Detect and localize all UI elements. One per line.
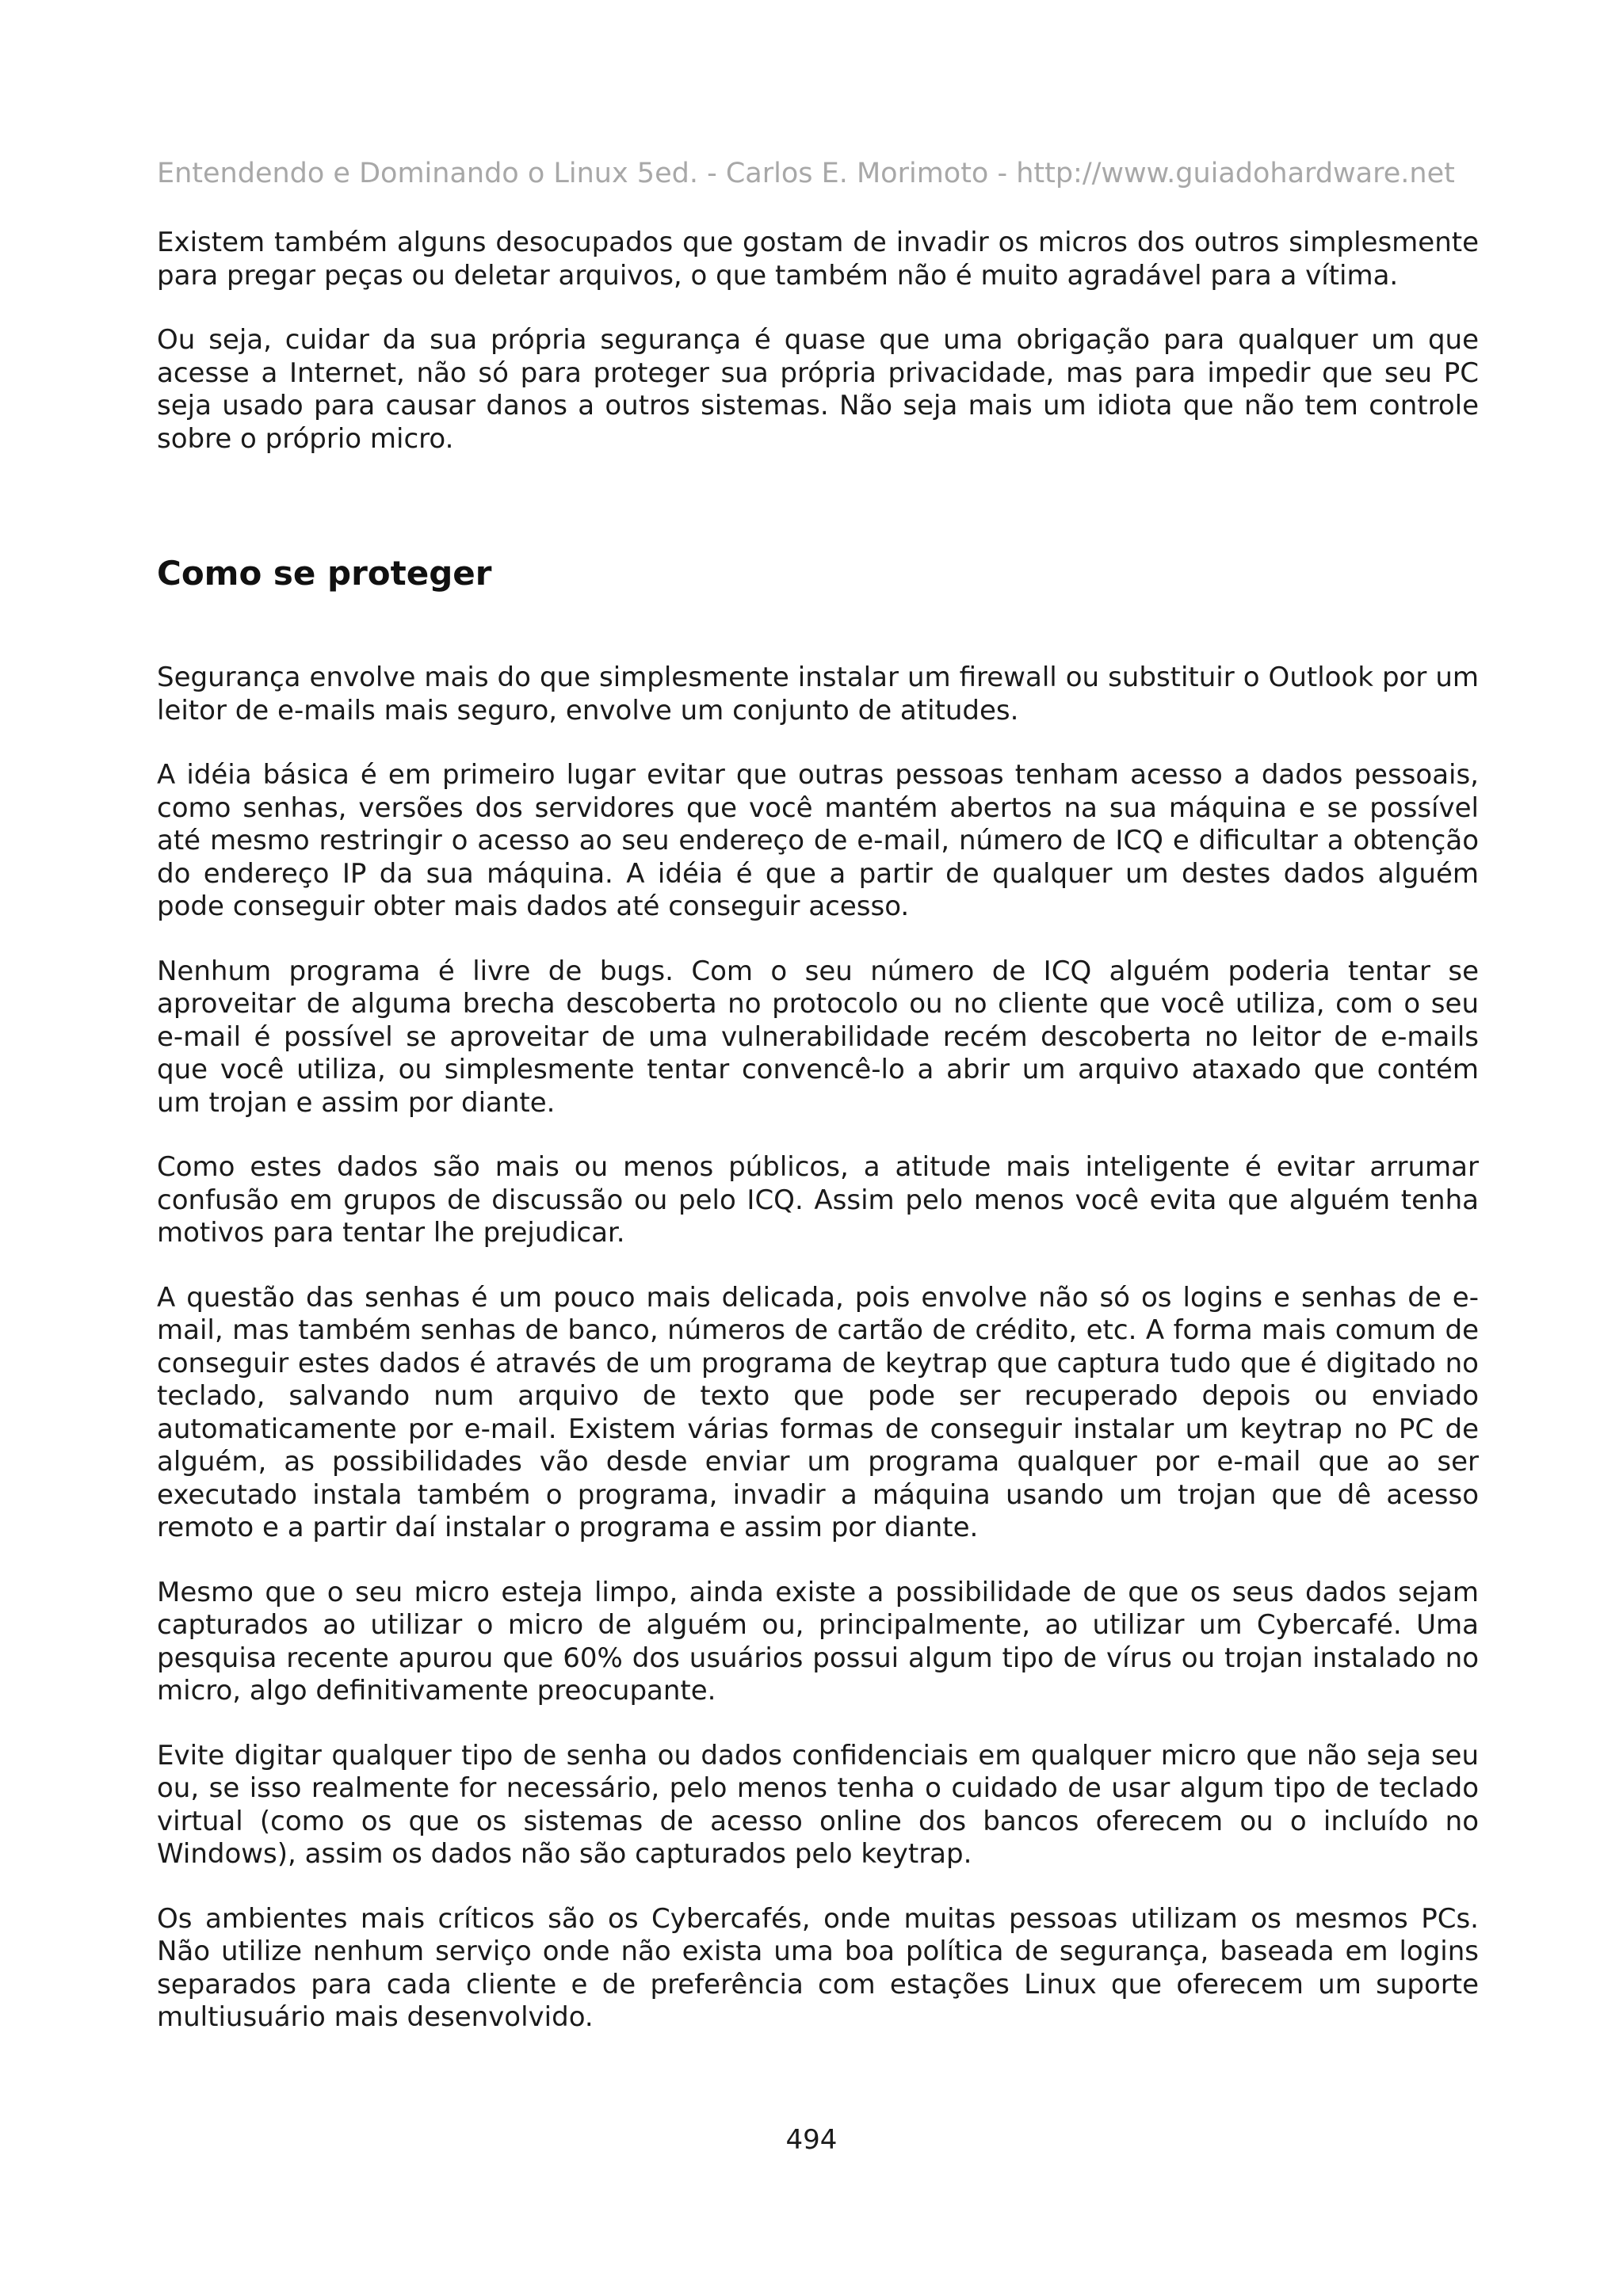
- body-paragraph: A idéia básica é em primeiro lugar evitar que outras pessoas tenham acesso a dados pessoais, como senhas, versões dos servidores que você mantém abertos na sua máquina e se possível até mesmo restringir o acesso ao seu endereço de e-mail, número de ICQ e dificultar a obtenção do endereço IP da sua máquina. A idéia é que a partir de qualquer um destes dados alguém pode conseguir obter mais dados até conseguir acesso.: [157, 759, 1479, 922]
- body-paragraph: Existem também alguns desocupados que gostam de invadir os micros dos outros simplesmente para pregar peças ou deletar arquivos, o que também não é muito agradável para a vítima.: [157, 227, 1479, 292]
- body-paragraph: Nenhum programa é livre de bugs. Com o seu número de ICQ alguém poderia tentar se aproveitar de alguma brecha descoberta no protocolo ou no cliente que você utiliza, com o seu e-mail é possível se aproveitar de uma vulnerabilidade recém descoberta no leitor de e-mails que você utiliza, ou simplesmente tentar convencê-lo a abrir um arquivo ataxado que contém um trojan e assim por diante.: [157, 955, 1479, 1119]
- body-paragraph: Mesmo que o seu micro esteja limpo, ainda existe a possibilidade de que os seus dados sejam capturados ao utilizar o micro de alguém ou, principalmente, ao utilizar um Cybercafé. Uma pesquisa recente apurou que 60% dos usuários possui algum tipo de vírus ou trojan instalado no micro, algo definitivamente preocupante.: [157, 1576, 1479, 1707]
- body-paragraph: A questão das senhas é um pouco mais delicada, pois envolve não só os logins e senhas de e-mail, mas também senhas de banco, números de cartão de crédito, etc. A forma mais comum de conseguir estes dados é através de um programa de keytrap que captura tudo que é digitado no teclado, salvando num arquivo de texto que pode ser recuperado depois ou enviado automaticamente por e-mail. Existem várias formas de conseguir instalar um keytrap no PC de alguém, as possibilidades vão desde enviar um programa qualquer por e-mail que ao ser executado instala também o programa, invadir a máquina usando um trojan que dê acesso remoto e a partir daí instalar o programa e assim por diante.: [157, 1281, 1479, 1543]
- body-paragraph: Como estes dados são mais ou menos públicos, a atitude mais inteligente é evitar arrumar confusão em grupos de discussão ou pelo ICQ. Assim pelo menos você evita que alguém tenha motivos para tentar lhe prejudicar.: [157, 1151, 1479, 1249]
- section-heading: Como se proteger: [157, 554, 492, 593]
- running-header: Entendendo e Dominando o Linux 5ed. - Carlos E. Morimoto - http://www.guiadohardware.net: [157, 158, 1455, 189]
- page-number: 494: [785, 2124, 838, 2156]
- page-body: [157, 227, 1479, 2066]
- body-paragraph: Segurança envolve mais do que simplesmente instalar um firewall ou substituir o Outlook por um leitor de e-mails mais seguro, envolve um conjunto de atitudes.: [157, 662, 1479, 727]
- body-paragraph: Ou seja, cuidar da sua própria segurança é quase que uma obrigação para qualquer um que acesse a Internet, não só para proteger sua própria privacidade, mas para impedir que seu PC seja usado para causar danos a outros sistemas. Não seja mais um idiota que não tem controle sobre o próprio micro.: [157, 324, 1479, 455]
- body-paragraph: Evite digitar qualquer tipo de senha ou dados confidenciais em qualquer micro que não seja seu ou, se isso realmente for necessário, pelo menos tenha o cuidado de usar algum tipo de teclado virtual (como os que os sistemas de acesso online dos bancos oferecem ou o incluído no Windows), assim os dados não são capturados pelo keytrap.: [157, 1739, 1479, 1870]
- body-paragraph: Os ambientes mais críticos são os Cybercafés, onde muitas pessoas utilizam os mesmos PCs. Não utilize nenhum serviço onde não exista uma boa política de segurança, baseada em logins separados para cada cliente e de preferência com estações Linux que oferecem um suporte multiusuário mais desenvolvido.: [157, 1902, 1479, 2033]
